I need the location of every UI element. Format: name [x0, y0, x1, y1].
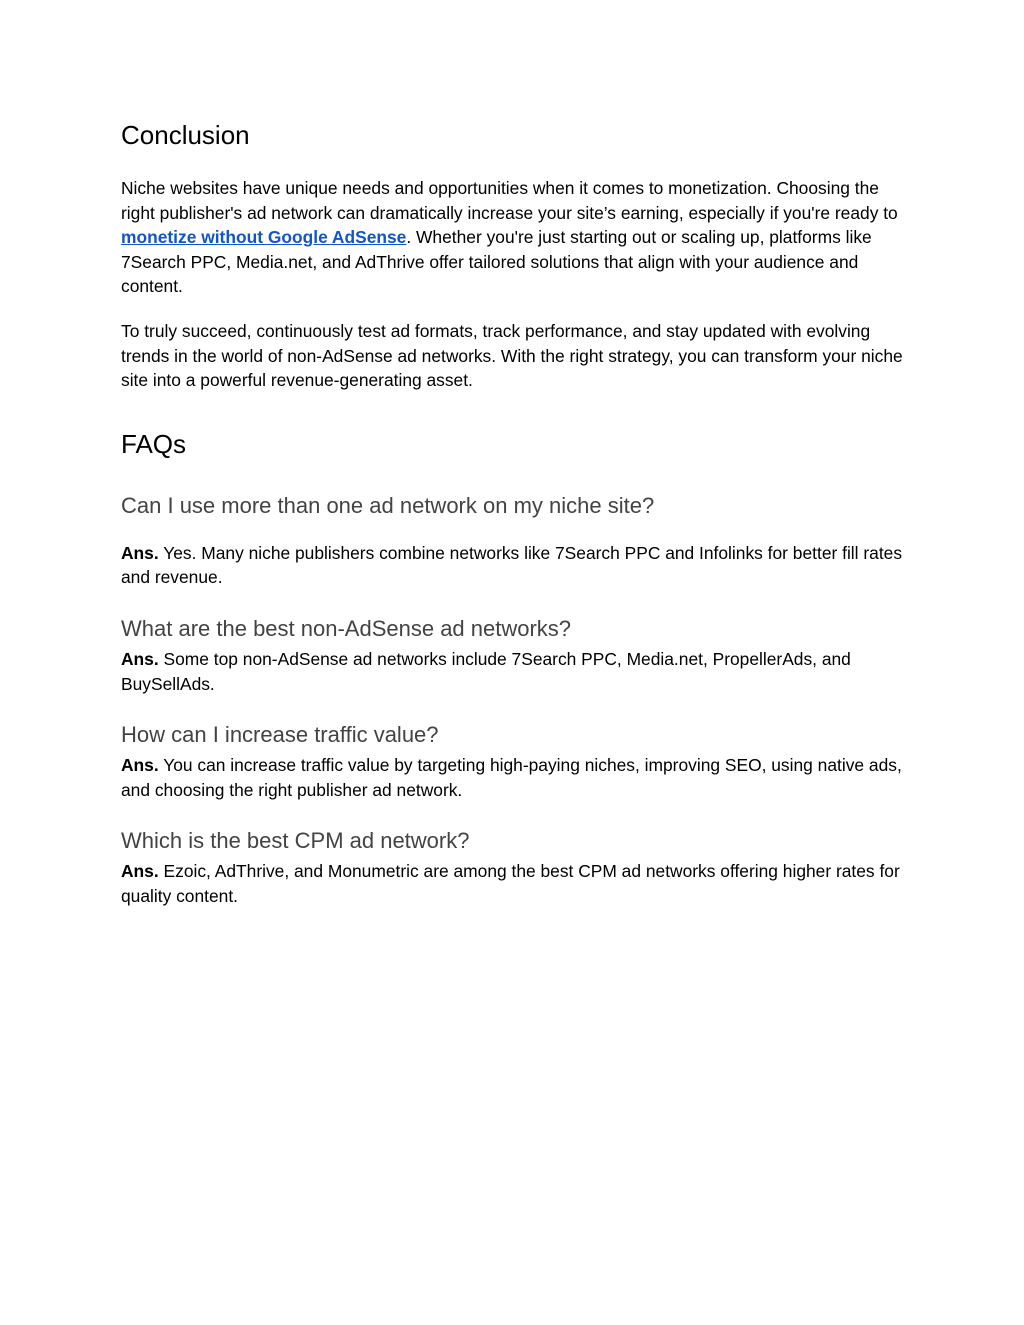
faq-question-1: Can I use more than one ad network on my niche site? [121, 492, 655, 518]
conclusion-heading: Conclusion [121, 120, 250, 150]
faq-answer-4 [121, 859, 904, 908]
faq-answer-3-text: You can increase traffic value by targeting high-paying niches, improving SEO, using native ads, and choosing the right publisher ad network. [121, 755, 902, 800]
faq-answer-3 [121, 753, 904, 802]
answer-label: Ans. [121, 861, 159, 882]
answer-label: Ans. [121, 755, 159, 776]
answer-label: Ans. [121, 542, 159, 563]
faq-answer-1 [121, 541, 904, 590]
faq-answer-1-text: Yes. Many niche publishers combine networks like 7Search PPC and Infolinks for better fill rates and revenue. [121, 542, 903, 588]
faq-answer-2-text: Some top non-AdSense ad networks include 7Search PPC, Media.net, PropellerAds, and BuySellAds. [121, 648, 851, 694]
conclusion-paragraph-1-text-end: . Whether you're just starting out or scaling up, platforms like 7Search PPC, Media.net, and AdThrive offer tailored solutions that align with your audience and content. [121, 227, 872, 297]
faq-answer-2 [121, 647, 904, 696]
faq-answer-4-text: Ezoic, AdThrive, and Monumetric are among the best CPM ad networks offering higher rates for quality content. [121, 861, 900, 906]
faq-question-4: Which is the best CPM ad network? [121, 828, 470, 854]
faq-question-2: What are the best non-AdSense ad networks? [121, 615, 572, 641]
monetize-without-adsense-link[interactable]: monetize without Google AdSense [121, 227, 407, 248]
answer-label: Ans. [121, 648, 159, 669]
faq-question-3: How can I increase traffic value? [121, 722, 439, 748]
conclusion-paragraph-2: To truly succeed, continuously test ad formats, track performance, and stay updated with evolving trends in the world of non-AdSense ad networks. With the right strategy, you can transform your niche site into a powerful revenue-generating asset. [121, 320, 903, 391]
conclusion-paragraph-1-text-start: Niche websites have unique needs and opportunities when it comes to monetization. Choosing the right publisher's ad network can dramatically increase your site’s earning, especially if you're ready to [121, 178, 898, 223]
faqs-heading: FAQs [121, 428, 187, 459]
conclusion-paragraph-1 [121, 176, 904, 299]
